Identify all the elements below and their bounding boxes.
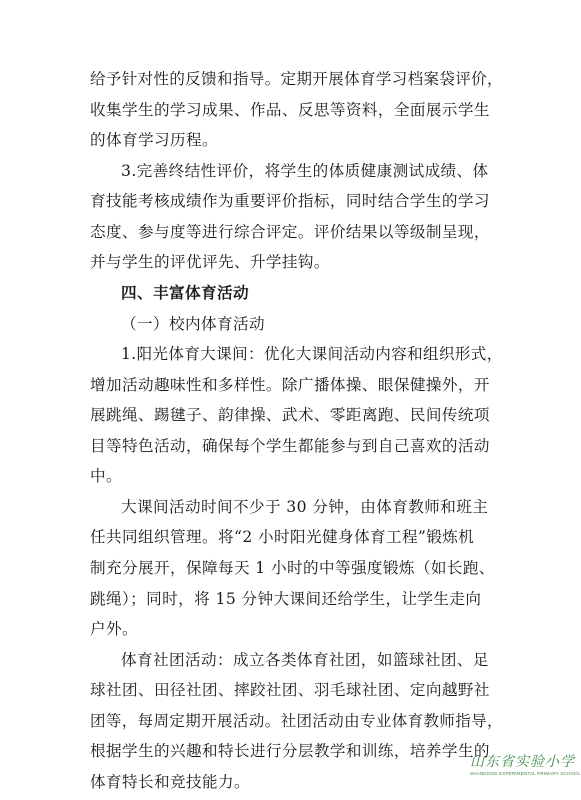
body-line: 增加活动趣味性和多样性。除广播体操、眼保健操外，开 bbox=[90, 376, 490, 394]
body-line: 中。 bbox=[90, 467, 122, 485]
body-line: 3.完善终结性评价，将学生的体质健康测试成绩、体 bbox=[121, 162, 489, 180]
body-line: 制充分展开，保障每天 1 小时的中等强度锻炼（如长跑、 bbox=[90, 559, 495, 577]
body-line: 根据学生的兴趣和特长进行分层教学和训练，培养学生的 bbox=[90, 742, 490, 760]
body-line: 大课间活动时间不少于 30 分钟，由体育教师和班主 bbox=[121, 498, 489, 516]
body-line: 育技能考核成绩作为重要评价指标，同时结合学生的学习 bbox=[90, 192, 490, 210]
body-line: 展跳绳、踢毽子、韵律操、武术、零距离跑、民间传统项 bbox=[90, 406, 490, 424]
body-line: 给予针对性的反馈和指导。定期开展体育学习档案袋评价， bbox=[90, 70, 503, 88]
body-line: 并与学生的评优评先、升学挂钩。 bbox=[90, 253, 330, 271]
body-line: 1.阳光体育大课间：优化大课间活动内容和组织形式， bbox=[121, 345, 503, 363]
school-logo bbox=[470, 754, 581, 784]
body-line: 体育社团活动：成立各类体育社团，如篮球社团、足 bbox=[121, 651, 489, 669]
body-line: 目等特色活动，确保每个学生都能参与到自己喜欢的活动 bbox=[90, 437, 490, 455]
body-line: 收集学生的学习成果、作品、反思等资料，全面展示学生 bbox=[90, 101, 490, 119]
school-logo-name: 山东省实验小学 bbox=[470, 754, 575, 770]
body-line: 团等，每周定期开展活动。社团活动由专业体育教师指导， bbox=[90, 712, 503, 730]
body-line: 体育特长和竞技能力。 bbox=[90, 773, 250, 791]
body-line: 户外。 bbox=[90, 620, 138, 638]
school-logo-english: SHANDONG EXPERIMENTAL PRIMARY SCHOOL bbox=[470, 771, 581, 776]
body-line: 跳绳）；同时，将 15 分钟大课间还给学生，让学生走向 bbox=[90, 590, 482, 608]
body-line: 球社团、田径社团、摔跤社团、羽毛球社团、定向越野社 bbox=[90, 681, 490, 699]
section-heading: 四、丰富体育活动 bbox=[121, 284, 249, 302]
body-line: 的体育学习历程。 bbox=[90, 131, 218, 149]
body-line: 任共同组织管理。将“2 小时阳光健身体育工程”锻炼机 bbox=[90, 528, 475, 546]
subsection-heading: （一）校内体育活动 bbox=[121, 315, 265, 333]
body-line: 态度、参与度等进行综合评定。评价结果以等级制呈现， bbox=[90, 223, 490, 241]
